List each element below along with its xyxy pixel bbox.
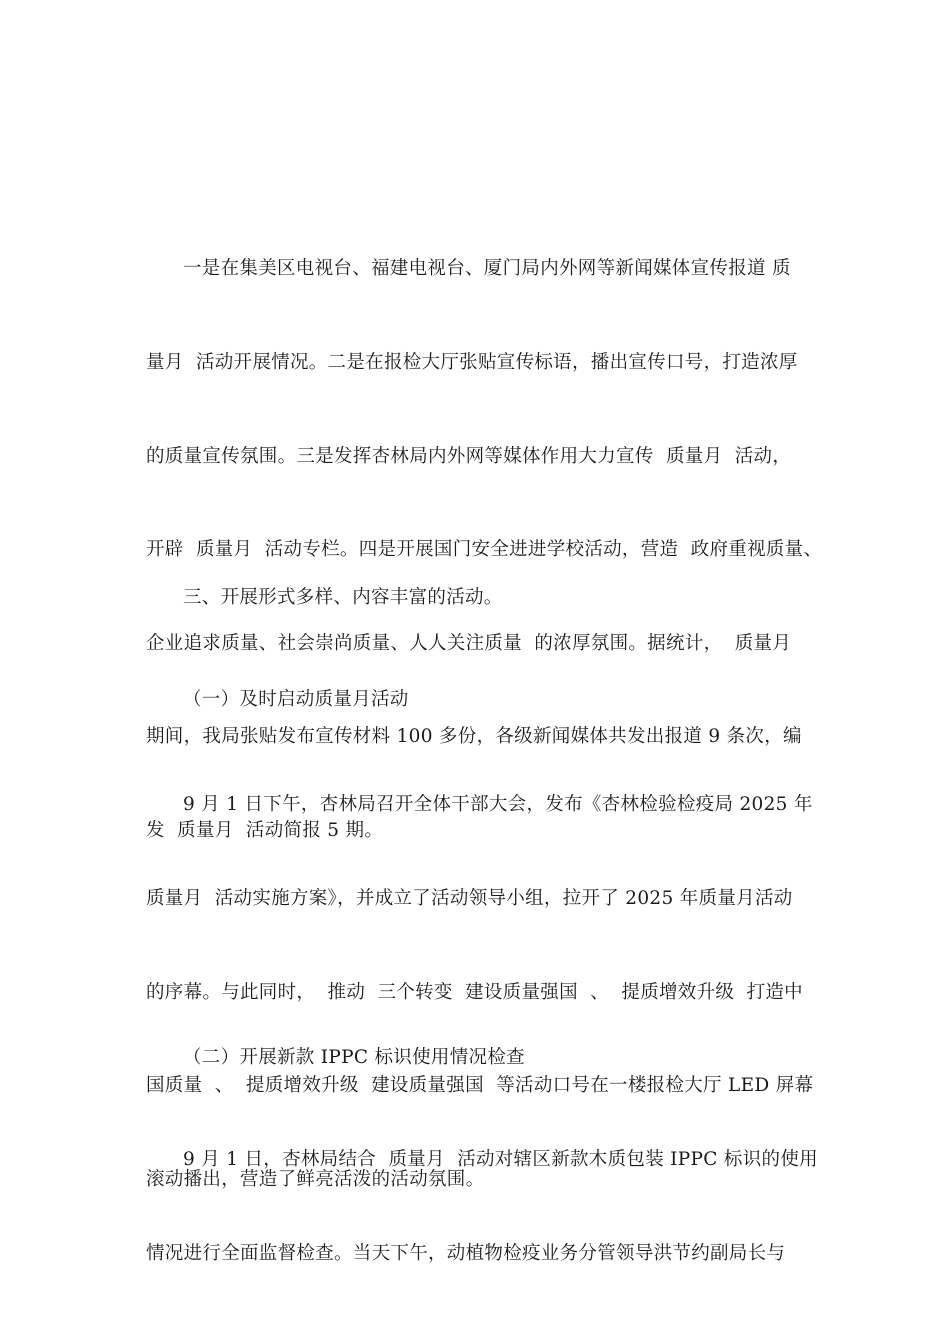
- text-line: 量月 活动开展情况。二是在报检大厅张贴宣传标语，播出宣传口号，打造浓厚: [146, 352, 798, 374]
- subheading-text: （一）及时启动质量月活动: [183, 689, 409, 711]
- text-line: 的序幕。与此同时， 推动 三个转变 建设质量强国 、 提质增效升级 打造中: [146, 981, 803, 1003]
- text-line: 企业追求质量、社会崇尚质量、人人关注质量 的浓厚氛围。据统计， 质量月: [146, 632, 792, 654]
- text-line: 滚动播出，营造了鲜亮活泼的活动氛围。: [146, 1168, 485, 1190]
- text-line: 情况进行全面监督检查。当天下午，动植物检疫业务分管领导洪节约副局长与: [146, 1243, 786, 1265]
- text-line: 一是在集美区电视台、福建电视台、厦门局内外网等新闻媒体宣传报道 质: [183, 258, 791, 280]
- text-line: 国质量 、 提质增效升级 建设质量强国 等活动口号在一楼报检大厅 LED 屏幕: [146, 1075, 814, 1097]
- text-line: 发 质量月 活动简报 5 期。: [146, 820, 384, 842]
- text-line: 开辟 质量月 活动专栏。四是开展国门安全进进学校活动，营造 政府重视质量、: [146, 539, 823, 561]
- text-line: 质量月 活动实施方案》，并成立了活动领导小组，拉开了 2025 年质量月活动: [146, 888, 793, 910]
- heading-text: 三、开展形式多样、内容丰富的活动。: [183, 587, 503, 609]
- paragraph-ippc: [146, 1082, 818, 1332]
- text-line: 9 月 1 日，杏林局结合 质量月 活动对辖区新款木质包装 IPPC 标识的使用: [183, 1149, 818, 1171]
- text-line: 的质量宣传氛围。三是发挥杏林局内外网等媒体作用大力宣传 质量月 活动，: [146, 445, 792, 467]
- text-line: 9 月 1 日下午，杏林局召开全体干部大会，发布《杏林检验检疫局 2025 年: [183, 794, 813, 816]
- subheading-text: （二）开展新款 IPPC 标识使用情况检查: [183, 1047, 525, 1069]
- text-line: 期间，我局张贴发布宣传材料 100 多份，各级新闻媒体共发出报道 9 条次，编: [146, 726, 802, 748]
